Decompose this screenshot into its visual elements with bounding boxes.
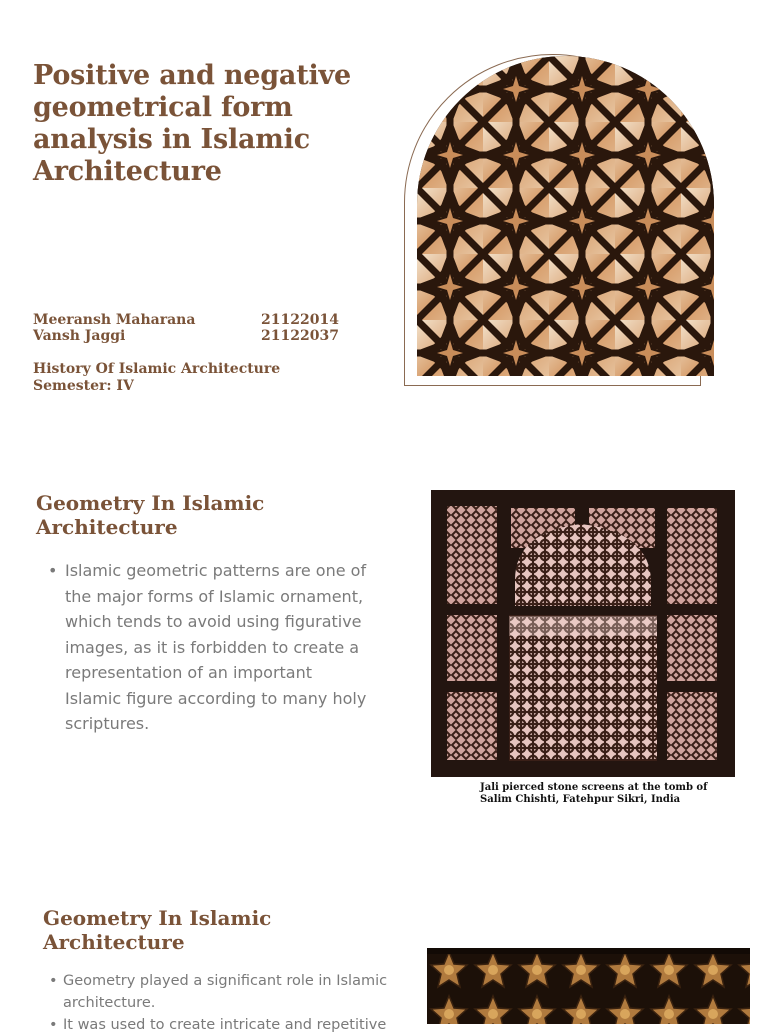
carved-pattern-graphic xyxy=(427,948,750,1024)
author-id: 21122014 xyxy=(261,312,339,328)
author-row xyxy=(33,312,339,328)
section-heading: Geometry In Islamic Architecture xyxy=(36,491,265,539)
bullet-list xyxy=(48,558,373,737)
list-item: • Geometry played a significant role in Islamic architecture. xyxy=(49,970,399,1014)
image-caption: Jali pierced stone screens at the tomb of Salim Chishti, Fatehpur Sikri, India xyxy=(480,782,708,805)
document-title: Positive and negative geometrical form analysis in Islamic Architecture xyxy=(33,60,352,187)
author-name: Vansh Jaggi xyxy=(33,328,126,344)
list-item: • Islamic geometric patterns are one of the major forms of Islamic ornament, which tends to avoid using figurative images, as it is forbidden to create a representation of an important Islamic figure according to many holy scriptures. xyxy=(48,558,373,737)
bullet-list xyxy=(49,970,399,1036)
semester-label: Semester: IV xyxy=(33,378,134,394)
course-name: History Of Islamic Architecture xyxy=(33,361,281,377)
course-info xyxy=(33,361,333,395)
author-list xyxy=(33,312,339,344)
section-heading: Geometry In Islamic Architecture xyxy=(43,906,272,954)
lattice-pattern-graphic xyxy=(417,56,714,376)
author-name: Meeransh Maharana xyxy=(33,312,196,328)
carved-panel-photo xyxy=(427,948,750,1024)
arch-lattice-photo xyxy=(417,56,714,376)
jali-screen-photo xyxy=(431,490,735,777)
jali-pattern-graphic xyxy=(431,490,735,777)
author-id: 21122037 xyxy=(261,328,339,344)
author-row xyxy=(33,328,339,344)
list-item: • It was used to create intricate and repetitive xyxy=(49,1014,399,1036)
